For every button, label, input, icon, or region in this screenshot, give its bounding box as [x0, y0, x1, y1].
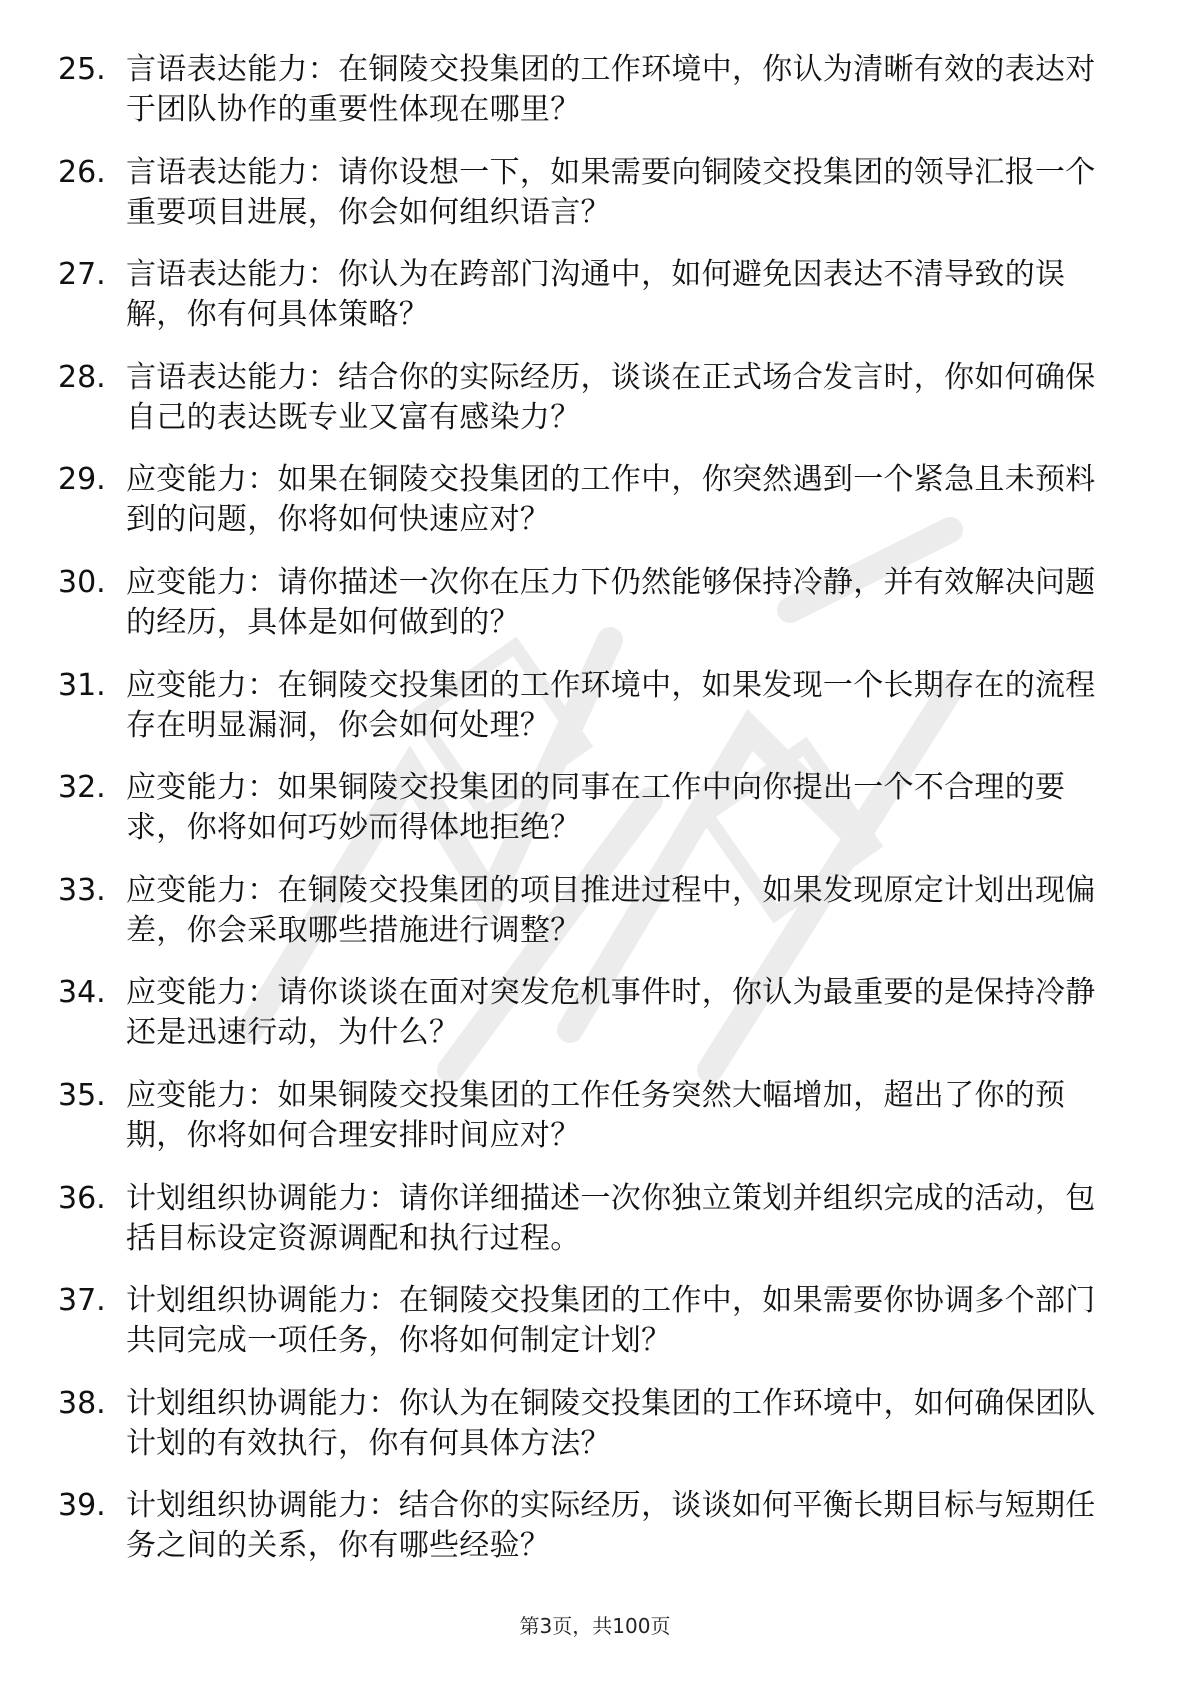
- page-number: 第3页，共100页: [519, 1614, 671, 1638]
- item-number: 35.: [58, 1077, 106, 1113]
- list-item: [58, 460, 1118, 563]
- item-number: 37.: [58, 1283, 106, 1319]
- item-text: 应变能力：如果铜陵交投集团的同事在工作中向你提出一个不合理的要求，你将如何巧妙而得体地拒绝？: [126, 770, 1066, 846]
- item-number: 38.: [58, 1385, 106, 1421]
- item-text: 言语表达能力：请你设想一下，如果需要向铜陵交投集团的领导汇报一个重要项目进展，你会如何组织语言？: [126, 154, 1096, 230]
- item-text: 应变能力：在铜陵交投集团的项目推进过程中，如果发现原定计划出现偏差，你会采取哪些措施进行调整？: [126, 872, 1096, 948]
- item-number: 26.: [58, 154, 106, 190]
- list-item: [58, 50, 1118, 153]
- list-item: [58, 563, 1118, 666]
- list-item: [58, 973, 1118, 1076]
- item-text: 计划组织协调能力：结合你的实际经历，谈谈如何平衡长期目标与短期任务之间的关系，你有哪些经验？: [126, 1488, 1096, 1564]
- item-number: 27.: [58, 257, 106, 293]
- list-item: [58, 768, 1118, 871]
- list-item: [58, 871, 1118, 974]
- list-item: [58, 1384, 1118, 1487]
- item-number: 29.: [58, 462, 106, 498]
- item-text: 应变能力：请你描述一次你在压力下仍然能够保持冷静，并有效解决问题的经历，具体是如何做到的？: [126, 564, 1096, 640]
- item-text: 言语表达能力：在铜陵交投集团的工作环境中，你认为清晰有效的表达对于团队协作的重要性体现在哪里？: [126, 52, 1096, 127]
- item-number: 31.: [58, 667, 106, 703]
- item-text: 计划组织协调能力：你认为在铜陵交投集团的工作环境中，如何确保团队计划的有效执行，你有何具体方法？: [126, 1385, 1096, 1461]
- item-number: 30.: [58, 564, 106, 600]
- list-item: [58, 666, 1118, 769]
- item-text: 言语表达能力：你认为在跨部门沟通中，如何避免因表达不清导致的误解，你有何具体策略？: [126, 257, 1066, 333]
- item-text: 应变能力：如果在铜陵交投集团的工作中，你突然遇到一个紧急且未预料到的问题，你将如何快速应对？: [126, 462, 1096, 538]
- item-text: 计划组织协调能力：请你详细描述一次你独立策划并组织完成的活动，包括目标设定资源调配和执行过程。: [126, 1180, 1096, 1256]
- item-number: 32.: [58, 770, 106, 806]
- item-text: 计划组织协调能力：在铜陵交投集团的工作中，如果需要你协调多个部门共同完成一项任务，你将如何制定计划？: [126, 1283, 1096, 1359]
- list-item: [58, 1486, 1118, 1589]
- list-item: [58, 1281, 1118, 1384]
- item-number: 25.: [58, 52, 106, 87]
- item-text: 应变能力：在铜陵交投集团的工作环境中，如果发现一个长期存在的流程存在明显漏洞，你会如何处理？: [126, 667, 1096, 743]
- list-item: [58, 1076, 1118, 1179]
- list-item: [58, 153, 1118, 256]
- list-item: [58, 255, 1118, 358]
- question-list: [58, 50, 1118, 1589]
- item-number: 39.: [58, 1488, 106, 1524]
- item-text: 言语表达能力：结合你的实际经历，谈谈在正式场合发言时，你如何确保自己的表达既专业又富有感染力？: [126, 359, 1096, 435]
- item-number: 28.: [58, 359, 106, 395]
- list-item: [58, 1179, 1118, 1282]
- item-text: 应变能力：请你谈谈在面对突发危机事件时，你认为最重要的是保持冷静还是迅速行动，为什么？: [126, 975, 1096, 1051]
- item-number: 36.: [58, 1180, 106, 1216]
- item-text: 应变能力：如果铜陵交投集团的工作任务突然大幅增加，超出了你的预期，你将如何合理安排时间应对？: [126, 1077, 1066, 1153]
- item-number: 33.: [58, 872, 106, 908]
- item-number: 34.: [58, 975, 106, 1011]
- list-item: [58, 358, 1118, 461]
